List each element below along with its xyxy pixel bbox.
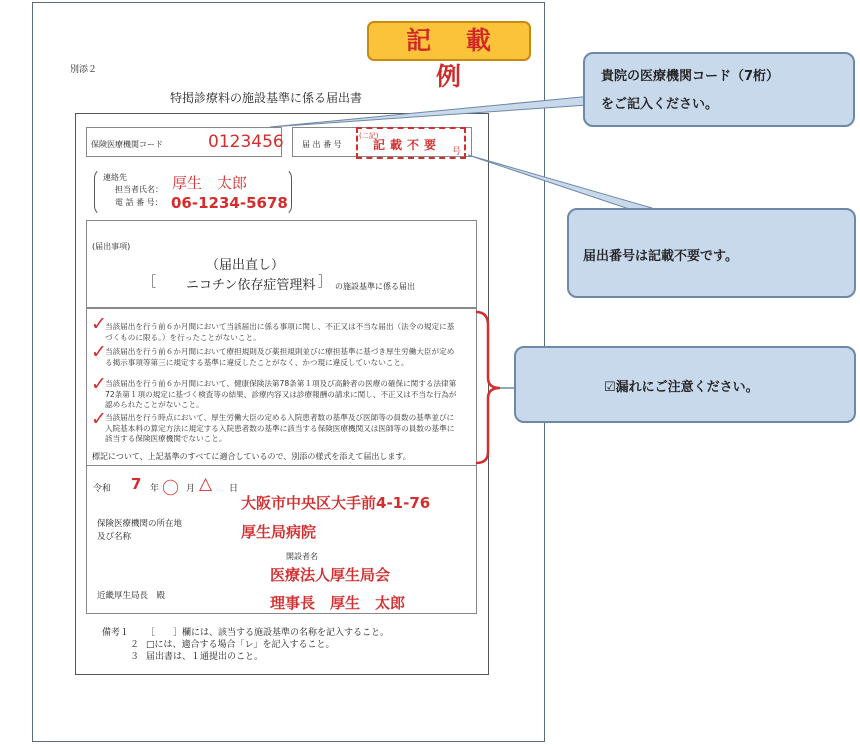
number-callout — [567, 208, 856, 298]
code-callout-line-1: 貴院の医療機関コード（7桁） — [601, 69, 780, 84]
criterion-3: 当該届出を行う前６か月間において、健康保険法第78条第１項及び高齢者の医療の確保に関する法律第72条第１項の規定に基づく検査等の結果、診療内容又は診療報酬の請求に関し、不正又は不当な行為が認められたことがないこと。 — [105, 379, 457, 409]
criterion-1: 当該届出を行う前６か月間において当該届出に係る事項に関し、不正又は不当な届出（法令の規定に基づくものに限る。）を行ったことがないこと。 — [105, 322, 455, 342]
day-label: 日 — [229, 484, 239, 494]
example-stamp: 記 載 例 — [367, 21, 531, 61]
code-label: 保険医療機関コード — [91, 140, 163, 149]
number-callout-text: 届出番号は記載不要です。 — [583, 249, 738, 264]
day-value[interactable]: △ — [199, 474, 213, 494]
criterion-2: 当該届出を行う前６か月間において療担規則及び薬担規則並びに療担基準に基づき厚生労働大臣が定める掲示事項等第三に規定する基準に違反したことがなく、かつ現に違反していないこと。 — [105, 347, 455, 367]
note-number-2: ２ — [130, 640, 140, 650]
attachment-label: 別添２ — [70, 65, 98, 75]
address-value[interactable]: 大阪市中央区大手前4-1-76 — [241, 494, 431, 512]
code-value[interactable]: 0123456 — [208, 132, 284, 152]
note-1: ［ ］欄には、該当する施設基準の名称を記入すること。 — [146, 628, 390, 638]
code-callout — [583, 52, 855, 127]
era-label: 令和 — [93, 484, 112, 494]
number-prefix: (二記) — [359, 132, 379, 140]
check-callout-text: ☑漏れにご注意ください。 — [604, 380, 759, 395]
matter-label: (届出事項) — [92, 242, 131, 251]
standard-name[interactable]: ニコチン依存症管理料 — [186, 278, 316, 293]
person-value[interactable]: 厚生 太郎 — [172, 174, 248, 192]
address-label-1: 保険医療機関の所在地 — [97, 519, 183, 529]
number-value: 記載不要 — [373, 138, 442, 152]
founder-name[interactable]: 理事長 厚生 太郎 — [270, 594, 406, 612]
standard-suffix: の施設基準に係る届出 — [335, 282, 415, 291]
standard-open-bracket: ［ — [143, 275, 157, 290]
form-title: 特掲診療料の施設基準に係る届出書 — [170, 91, 363, 105]
addressee: 近畿厚生局長 殿 — [97, 591, 166, 601]
resubmission-label: （届出直し） — [206, 258, 285, 273]
note-3: 届出書は、１通提出のこと。 — [146, 652, 264, 662]
number-callout-pointer — [468, 155, 652, 210]
code-callout-line-2: をご記入ください。 — [601, 97, 719, 112]
criterion-4: 当該届出を行う時点において、厚生労働大臣の定める入院患者数の基準及び医師等の員数の基準並びに入院基本料の算定方法に規定する入院患者数の基準に該当する保険医療機関又は医師等の員数の基準に該当する保険医療機関でないこと。 — [105, 413, 455, 443]
contact-label: 連絡先 — [103, 173, 127, 182]
founder-org[interactable]: 医療法人厚生局会 — [270, 566, 391, 584]
month-label: 月 — [186, 484, 196, 494]
standard-close-bracket: ］ — [318, 275, 332, 290]
year-label: 年 — [150, 484, 160, 494]
criteria-brace — [476, 312, 500, 463]
phone-label: 電 話 番 号： — [115, 198, 163, 207]
name-value[interactable]: 厚生局病院 — [241, 523, 317, 541]
conformity-text: 標記について、上記基準のすべてに適合しているので、別添の様式を添えて届出します。 — [92, 452, 411, 461]
year-value[interactable]: 7 — [131, 475, 142, 493]
founder-label: 開設者名 — [286, 552, 318, 561]
check-mark-icon[interactable]: ✓ — [91, 373, 107, 395]
number-suffix: 号 — [452, 147, 462, 157]
person-label: 担当者氏名： — [115, 185, 163, 194]
address-label-2: 及び名称 — [97, 532, 132, 542]
month-value[interactable]: 〇 — [162, 479, 179, 499]
code-callout-pointer — [270, 95, 602, 127]
check-mark-icon[interactable]: ✓ — [91, 313, 107, 335]
check-mark-icon[interactable]: ✓ — [91, 408, 107, 430]
note-2: □には、適合する場合「レ」を記入すること。 — [146, 640, 335, 650]
check-callout — [514, 346, 856, 423]
notes-title: 備考１ — [102, 628, 130, 638]
note-number-3: ３ — [130, 652, 140, 662]
check-mark-icon[interactable]: ✓ — [91, 341, 107, 363]
phone-value[interactable]: 06-1234-5678 — [171, 194, 288, 212]
number-label: 届 出 番 号 — [302, 140, 342, 149]
